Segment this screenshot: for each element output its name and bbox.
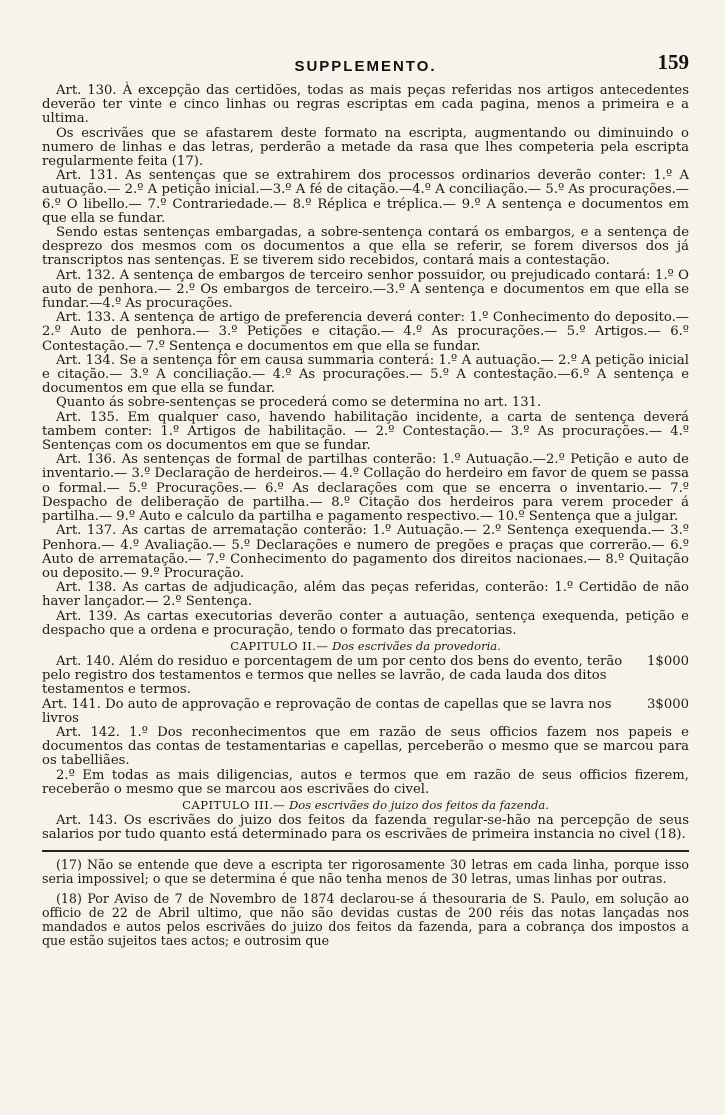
art-139: Art. 139. As cartas executorias deverão conter a autuação, sentença exequenda, petição e despacho que a ordena e procuração, tendo o formato das precatorias.	[42, 608, 689, 638]
art-141-amount: 3$000	[647, 696, 689, 712]
art-138: Art. 138. As cartas de adjudicação, além das peças referidas, conterão: 1.º Certidão de não haver lançador.— 2.º Sentença.	[42, 580, 689, 610]
main-text	[42, 84, 689, 842]
art-142-item-1: Art. 142. 1.º Dos reconhecimentos que em razão de seus officios fazem nos papeis e documentos das contas de testamentarias e capellas, perceberão o mesmo que se marcou para os tabelliães.	[42, 724, 689, 769]
chapter-3-number: CAPITULO III.—	[182, 797, 286, 812]
art-135: Art. 135. Em qualquer caso, havendo habilitação incidente, a carta de sentença deverá tambem conter: 1.º Artigos de habilitação. — 2.º Contestação.— 3.º As procurações.— 4.º Sentenças com os documentos em que se fundar.	[42, 409, 689, 454]
paragraph-quanto: Quanto ás sobre-sentenças se procederá como se determina no art. 131.	[56, 395, 542, 411]
art-140	[42, 655, 689, 698]
footnote-17: (17) Não se entende que deve a escripta ter rigorosamente 30 letras em cada linha, porque isso seria impossivel; o que se determina é que não tenha menos de 30 letras, umas linhas por outras.	[42, 857, 689, 887]
art-132: Art. 132. A sentença de embargos de terceiro senhor possuidor, ou prejudicado contará: 1.º O auto de penhora.— 2.º Os embargos de terceiro.—3.º A sentença e documentos em que ella se fundar.—4.º As procurações.	[42, 267, 689, 312]
footnotes	[42, 858, 689, 948]
chapter-2-heading	[42, 639, 689, 654]
art-136: Art. 136. As sentenças de formal de partilhas conterão: 1.º Autuação.—2.º Petição e auto de inventario.— 3.º Declaração de herdeiros.— 4.º Collação do herdeiro em favor de quem se passa o formal.— 5.º Procurações.— 6.º As declarações com que se encerra o inventario.— 7.º Despacho de deliberação de partilha.— 8.º Citação dos herdeiros para verem proceder á partilha.— 9.º Auto e calculo da partilha e pagamento respectivo.— 10.º Sentença que a julgar.	[42, 452, 689, 525]
art-140-text: Art. 140. Além do residuo e porcentagem de um por cento dos bens do evento, terão pelo registro dos testamentos e termos que nelles se lavrão, de cada lauda dos ditos testamentos e termos.	[42, 653, 623, 698]
running-title: SUPPLEMENTO.	[294, 58, 437, 75]
chapter-2-number: CAPITULO II.—	[230, 638, 329, 653]
chapter-2-title: Dos escrivães da provedoria.	[332, 638, 501, 653]
art-141	[42, 698, 689, 726]
paragraph-sobre-sentenca: Sendo estas sentenças embargadas, a sobre-sentença contará os embargos, e a sentença de desprezo dos mesmos com os documentos a que ella se referir, se forem diversos dos já transcriptos nas sentenças. E se tiverem sido recebidos, contará mais a contestação.	[42, 225, 689, 269]
art-143: Art. 143. Os escrivães do juizo dos feitos da fazenda regular-se-hão na percepção de seus salarios por tudo quanto está determinado para os escrivães de primeira instancia no civel (18).	[42, 812, 689, 843]
art-134: Art. 134. Se a sentença fôr em causa summaria conterá: 1.º A autuação.— 2.º A petição inicial e citação.— 3.º A conciliação.— 4.º As procurações.— 5.º A contestação.—6.º A sentença e documentos em que ella se fundar.	[42, 352, 689, 397]
art-133: Art. 133. A sentença de artigo de preferencia deverá conter: 1.º Conhecimento do deposito.— 2.º Auto de penhora.— 3.º Petições e citação.— 4.º As procurações.— 5.º Artigos.— 6.º Contestação.— 7.º Sentença e documentos em que ella se fundar.	[42, 310, 689, 354]
footnote-18: (18) Por Aviso de 7 de Novembro de 1874 declarou-se á thesouraria de S. Paulo, em solução ao officio de 22 de Abril ultimo, que não são devidas custas de 200 réis das notas lançadas nos mandados e autos pelos escrivães do juizo dos feitos da fazenda, para a cobrança dos impostos a que estão sujeitos taes actos; e outrosim que	[42, 891, 689, 949]
art-137: Art. 137. As cartas de arrematação conterão: 1.º Autuação.— 2.º Sentença exequenda.— 3.º Penhora.— 4.º Avaliação.— 5.º Declarações e numero de pregões e praças que correrão.— 6.º Auto de arrematação.— 7.º Conhecimento do pagamento dos direitos nacionaes.— 8.º Quitação ou deposito.— 9.º Procuração.	[42, 523, 689, 581]
art-130: Art. 130. À excepção das certidões, todas as mais peças referidas nos artigos antecedentes deverão ter vinte e cinco linhas ou regras escriptas em cada pagina, menos a primeira e a ultima.	[42, 83, 689, 127]
art-140-amount: 1$000	[647, 653, 689, 669]
art-141-text: Art. 141. Do auto de approvação e reprovação de contas de capellas que se lavra nos livros	[42, 696, 612, 726]
page-header	[42, 50, 689, 84]
paragraph-escrivaes: Os escrivães que se afastarem deste formato na escripta, augmentando ou diminuindo o numero de linhas e das letras, perderão a metade da rasa que lhes competeria pela escripta regularmente feita (17).	[42, 125, 689, 170]
page-number: 159	[657, 50, 689, 74]
chapter-3-heading	[42, 798, 689, 813]
chapter-3-title: Dos escrivães do juizo dos feitos da fazenda.	[289, 797, 549, 812]
footnote-divider	[42, 850, 689, 852]
art-131: Art. 131. As sentenças que se extrahirem dos processos ordinarios deverão conter: 1.º A autuação.— 2.º A petição inicial.—3.º A fé de citação.—4.º A conciliação.— 5.º As procurações.— 6.º O libello.— 7.º Contrariedade.— 8.º Réplica e tréplica.— 9.º A sentença e documentos em que ella se fundar.	[42, 168, 689, 226]
art-142-item-2: 2.º Em todas as mais diligencias, autos e termos que em razão de seus officios fizerem, receberão o mesmo que se marcou aos escrivães do civel.	[42, 767, 689, 797]
